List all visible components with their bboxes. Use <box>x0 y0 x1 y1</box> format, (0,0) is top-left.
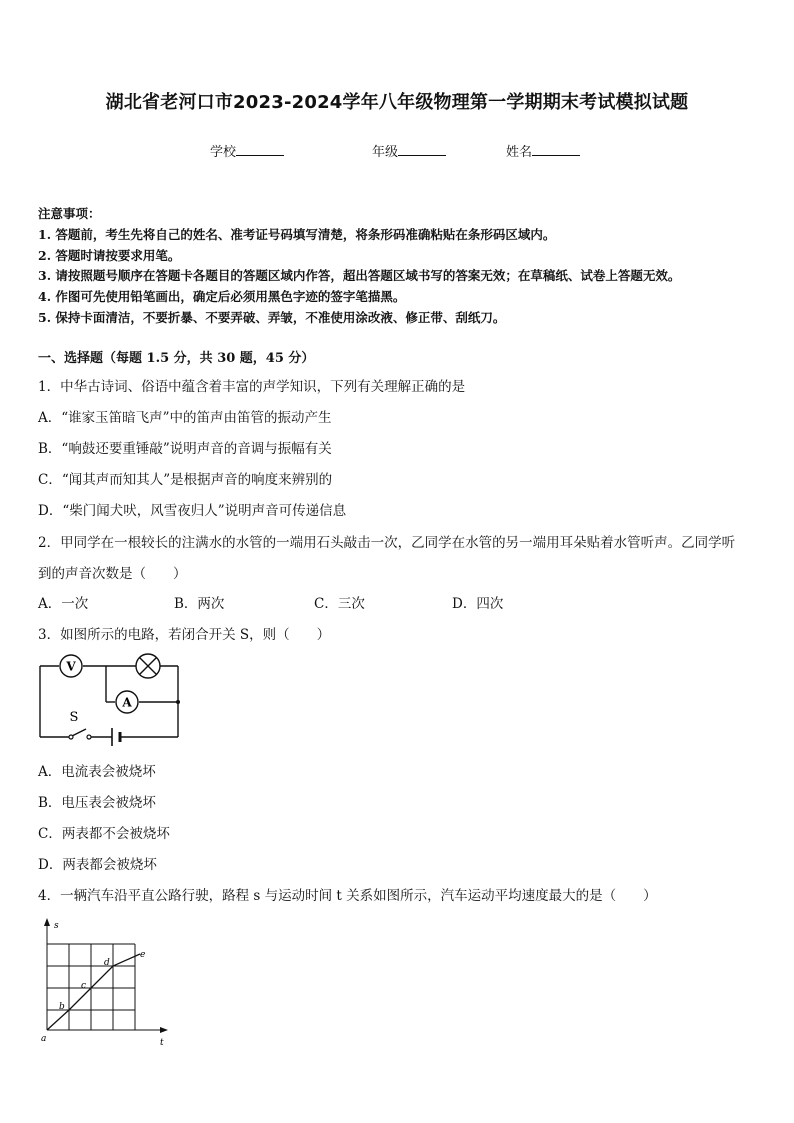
q2-options <box>38 592 758 612</box>
q3-option-c[interactable]: C．两表都不会被烧坏 <box>38 826 170 842</box>
name-blank[interactable] <box>532 143 580 156</box>
name-label: 姓名 <box>506 145 533 160</box>
notes-item: 2. 答题时请按要求用笔。 <box>38 247 181 263</box>
point-label-e: e <box>140 950 146 960</box>
voltmeter-label: V <box>66 659 76 674</box>
grade-field <box>372 141 446 160</box>
notes-item: 3. 请按照题号顺序在答题卡各题目的答题区域内作答，超出答题区域书写的答案无效；在草稿纸、试卷上答题无效。 <box>38 268 681 284</box>
point-label-a: a <box>41 1034 47 1044</box>
st-graph <box>36 914 171 1049</box>
y-axis-label: s <box>54 921 59 931</box>
q3-stem: 3．如图所示的电路，若闭合开关 S，则（ ） <box>38 627 331 643</box>
point-label-d: d <box>104 958 110 968</box>
q1-option-d[interactable]: D．“柴门闻犬吠，风雪夜归人”说明声音可传递信息 <box>38 503 347 519</box>
notes-block <box>38 204 680 329</box>
school-blank[interactable] <box>236 143 284 156</box>
q3-option-b[interactable]: B．电压表会被烧坏 <box>38 795 156 811</box>
switch-label: S <box>69 710 79 725</box>
notes-item: 5. 保持卡面清洁，不要折暴、不要弄破、弄皱，不准使用涂改液、修正带、刮纸刀。 <box>38 309 506 325</box>
q1-option-c[interactable]: C．“闻其声而知其人”是根据声音的响度来辨别的 <box>38 472 333 488</box>
st-line <box>47 954 140 1030</box>
notes-item: 1. 答题前，考生先将自己的姓名、准考证号码填写清楚，将条形码准确粘贴在条形码区域内。 <box>38 226 556 242</box>
q2-option-c[interactable]: C．三次 <box>314 596 365 612</box>
ammeter-label: A <box>122 695 132 710</box>
q1-option-a[interactable]: A．“谁家玉笛暗飞声”中的笛声由笛管的振动产生 <box>38 410 332 426</box>
school-field <box>210 141 284 160</box>
q2-option-b[interactable]: B．两次 <box>174 596 225 612</box>
q2-option-d[interactable]: D．四次 <box>452 596 504 612</box>
x-axis-label: t <box>160 1038 164 1048</box>
name-field <box>506 141 580 160</box>
q1-stem: 1．中华古诗词、俗语中蕴含着丰富的声学知识，下列有关理解正确的是 <box>38 379 466 395</box>
circuit-diagram <box>36 650 186 750</box>
school-label: 学校 <box>210 145 237 160</box>
point-label-b: b <box>59 1002 65 1012</box>
q2-option-a[interactable]: A．一次 <box>38 596 89 612</box>
q4-stem: 4．一辆汽车沿平直公路行驶，路程 s 与运动时间 t 关系如图所示，汽车运动平均速度最大的是（ ） <box>38 888 657 904</box>
grade-label: 年级 <box>372 145 399 160</box>
point-label-c: c <box>81 981 87 991</box>
section-heading: 一、选择题（每题 1.5 分，共 30 题，45 分） <box>38 351 315 366</box>
q2-stem-line2: 到的声音次数是（ ） <box>38 566 187 582</box>
q3-option-d[interactable]: D．两表都会被烧坏 <box>38 857 157 873</box>
grade-blank[interactable] <box>398 143 446 156</box>
q1-option-b[interactable]: B．“响鼓还要重锤敲”说明声音的音调与振幅有关 <box>38 441 332 457</box>
exam-title: 湖北省老河口市2023-2024学年八年级物理第一学期期末考试模拟试题 <box>105 92 689 113</box>
q2-stem-line1: 2．甲同学在一根较长的注满水的水管的一端用石头敲击一次，乙同学在水管的另一端用耳朵贴着水管听声。乙同学听 <box>38 535 736 551</box>
notes-item: 4. 作图可先使用铅笔画出，确定后必须用黑色字迹的签字笔描黑。 <box>38 289 406 305</box>
q3-option-a[interactable]: A．电流表会被烧坏 <box>38 764 156 780</box>
notes-heading: 注意事项： <box>38 206 101 221</box>
